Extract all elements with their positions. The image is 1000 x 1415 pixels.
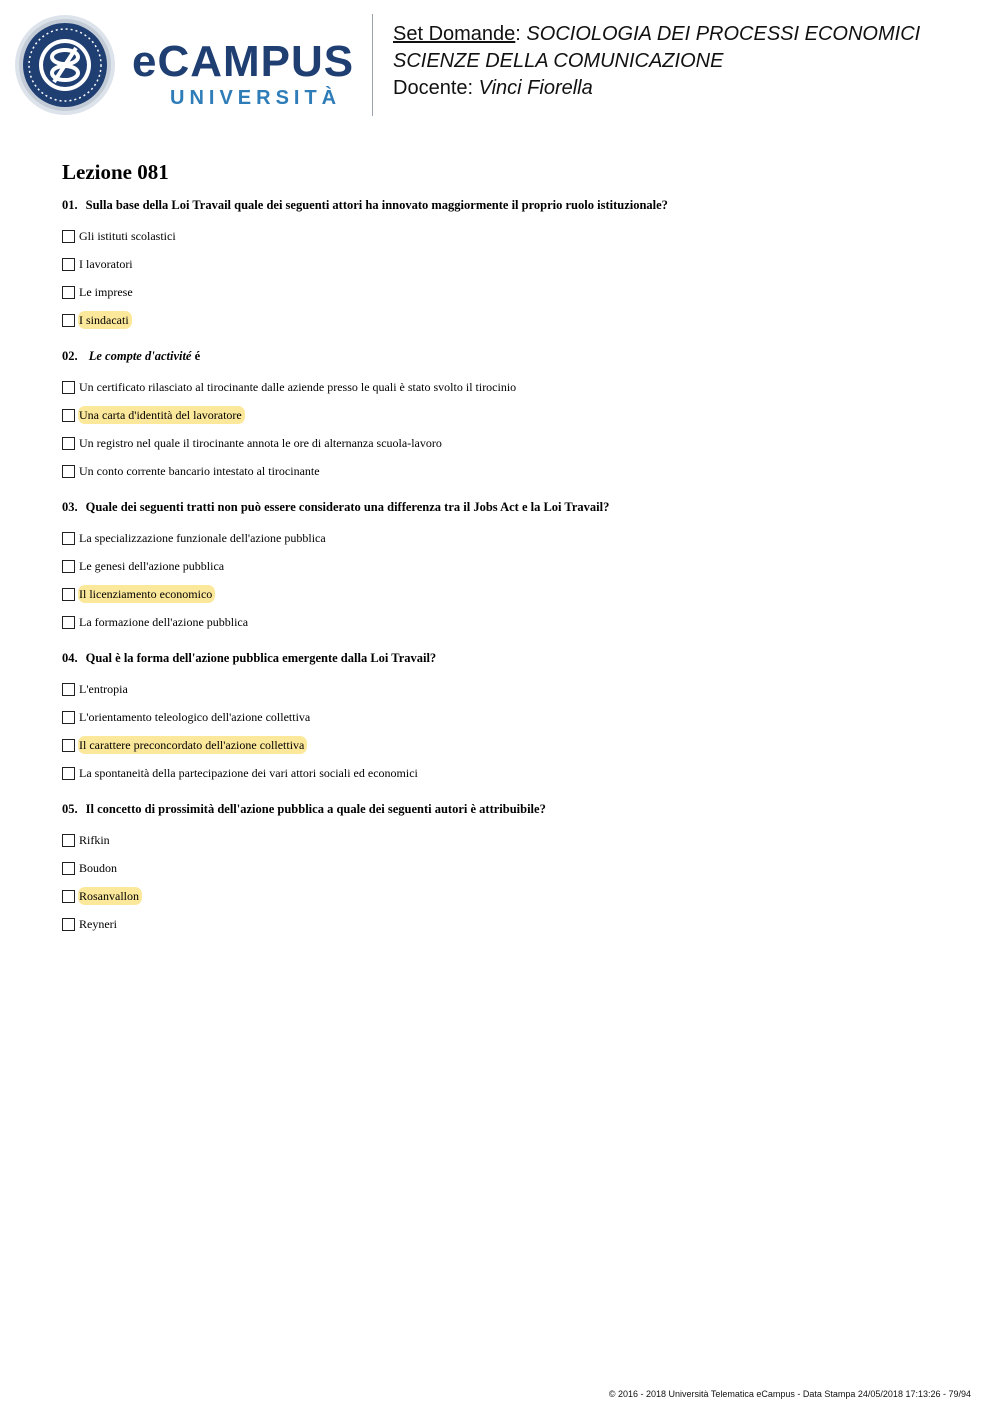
answer-text: Le genesi dell'azione pubblica (79, 559, 225, 573)
header-info (393, 21, 920, 102)
question-label: Il concetto di prossimità dell'azione pubblica a quale dei seguenti autori è attribuibile? (85, 802, 546, 816)
answer-option[interactable] (62, 373, 942, 401)
answer-text: Un certificato rilasciato al tirocinante dalle aziende presso le quali è stato svolto il tirocinio (79, 380, 517, 394)
answer-list (62, 373, 942, 485)
set-line (393, 21, 920, 48)
answer-option[interactable] (62, 882, 942, 910)
question-number: 01. (62, 198, 78, 212)
question-label: Quale dei seguenti tratti non può essere considerato una differenza tra il Jobs Act e la Loi Travail? (85, 500, 610, 514)
question-block (62, 497, 942, 636)
answer-checkbox[interactable] (62, 918, 75, 931)
answer-text: L'entropia (79, 682, 128, 696)
answer-text: Rosanvallon (78, 887, 142, 905)
question-number: 02. (62, 349, 78, 363)
answer-text: Un conto corrente bancario intestato al tirocinante (79, 464, 320, 478)
answer-checkbox[interactable] (62, 286, 75, 299)
answer-option[interactable] (62, 608, 942, 636)
ecampus-seal-icon (14, 14, 116, 116)
answer-option[interactable] (62, 703, 942, 731)
answer-list (62, 524, 942, 636)
answer-option[interactable] (62, 731, 942, 759)
answer-checkbox[interactable] (62, 711, 75, 724)
answer-option[interactable] (62, 401, 942, 429)
question-block (62, 799, 942, 938)
question-label: Sulla base della Loi Travail quale dei seguenti attori ha innovato maggiormente il proprio ruolo istituzionale? (85, 198, 668, 212)
course-title-line1: SOCIOLOGIA DEI PROCESSI ECONOMICI (526, 23, 921, 45)
set-separator: : (515, 23, 521, 45)
teacher-label: Docente: (393, 77, 474, 99)
brand-name: eCAMPUS (132, 37, 355, 86)
answer-list (62, 675, 942, 787)
set-label: Set Domande (393, 23, 516, 45)
answer-option[interactable] (62, 278, 942, 306)
brand-wordmark (132, 37, 355, 110)
ecampus-logo (14, 14, 359, 116)
header-divider (372, 14, 373, 116)
course-title-line2: SCIENZE DELLA COMUNICAZIONE (393, 50, 724, 72)
answer-text: Il licenziamento economico (78, 585, 215, 603)
answer-text: L'orientamento teleologico dell'azione collettiva (79, 710, 311, 724)
answer-option[interactable] (62, 250, 942, 278)
answer-text: Un registro nel quale il tirocinante annota le ore di alternanza scuola-lavoro (79, 436, 442, 450)
question-label-suffix: é (194, 349, 201, 363)
answer-text: Il carattere preconcordato dell'azione collettiva (78, 736, 307, 754)
answer-option[interactable] (62, 524, 942, 552)
teacher-line (393, 75, 920, 102)
answer-checkbox[interactable] (62, 588, 75, 601)
answer-checkbox[interactable] (62, 834, 75, 847)
answer-option[interactable] (62, 854, 942, 882)
answer-text: Una carta d'identità del lavoratore (78, 406, 245, 424)
answer-option[interactable] (62, 759, 942, 787)
question-number: 05. (62, 802, 78, 816)
answer-checkbox[interactable] (62, 437, 75, 450)
question-block (62, 648, 942, 787)
answer-text: Boudon (79, 861, 118, 875)
teacher-name: Vinci Fiorella (478, 77, 593, 99)
answer-option[interactable] (62, 222, 942, 250)
answer-text: La formazione dell'azione pubblica (79, 615, 249, 629)
answer-text: Rifkin (79, 833, 110, 847)
answer-checkbox[interactable] (62, 683, 75, 696)
lesson-title: Lezione 081 (62, 160, 169, 184)
question-block (62, 346, 942, 485)
question-text (62, 648, 942, 668)
answer-checkbox[interactable] (62, 409, 75, 422)
answer-checkbox[interactable] (62, 381, 75, 394)
answer-text: Gli istituti scolastici (79, 229, 176, 243)
answer-option[interactable] (62, 910, 942, 938)
question-label-italic: Le compte d'activité (88, 349, 192, 363)
course-line2 (393, 48, 920, 75)
question-text (62, 497, 942, 517)
answer-option[interactable] (62, 457, 942, 485)
answer-text: Reyneri (79, 917, 117, 931)
question-text (62, 799, 942, 819)
question-number: 03. (62, 500, 78, 514)
answer-option[interactable] (62, 826, 942, 854)
question-label: Qual è la forma dell'azione pubblica emergente dalla Loi Travail? (85, 651, 437, 665)
answer-option[interactable] (62, 675, 942, 703)
answer-checkbox[interactable] (62, 560, 75, 573)
answer-text: La specializzazione funzionale dell'azione pubblica (79, 531, 326, 545)
answer-text: La spontaneità della partecipazione dei vari attori sociali ed economici (79, 766, 418, 780)
answer-option[interactable] (62, 580, 942, 608)
question-number: 04. (62, 651, 78, 665)
answer-checkbox[interactable] (62, 616, 75, 629)
answer-text: I sindacati (78, 311, 132, 329)
answer-checkbox[interactable] (62, 314, 75, 327)
answer-text: I lavoratori (79, 257, 133, 271)
page-footer: © 2016 - 2018 Università Telematica eCampus - Data Stampa 24/05/2018 17:13:26 - 79/94 (608, 1389, 971, 1399)
brand-subtitle: UNIVERSITÀ (170, 87, 342, 109)
answer-option[interactable] (62, 306, 942, 334)
answer-checkbox[interactable] (62, 739, 75, 752)
question-block (62, 195, 942, 334)
answer-checkbox[interactable] (62, 767, 75, 780)
question-text (62, 346, 942, 366)
answer-list (62, 222, 942, 334)
answer-checkbox[interactable] (62, 862, 75, 875)
answer-checkbox[interactable] (62, 532, 75, 545)
answer-checkbox[interactable] (62, 465, 75, 478)
answer-list (62, 826, 942, 938)
answer-checkbox[interactable] (62, 890, 75, 903)
answer-text: Le imprese (79, 285, 133, 299)
answer-option[interactable] (62, 552, 942, 580)
answer-checkbox[interactable] (62, 258, 75, 271)
answer-checkbox[interactable] (62, 230, 75, 243)
answer-option[interactable] (62, 429, 942, 457)
question-text (62, 195, 942, 215)
